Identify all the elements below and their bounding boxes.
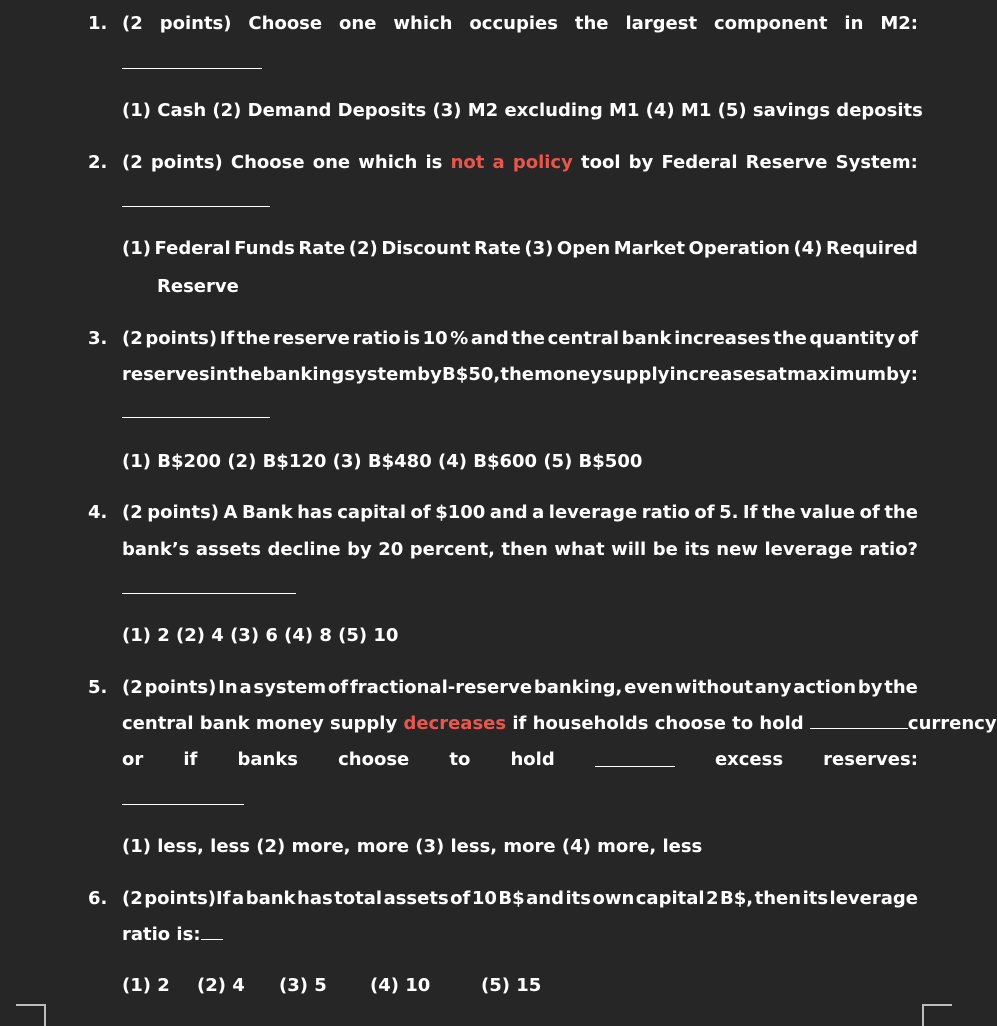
word: bank’s: [122, 539, 190, 560]
word: Operation: [688, 238, 790, 259]
word: If: [742, 502, 758, 523]
word: Bank: [241, 502, 293, 523]
word: without: [674, 677, 753, 698]
q5-line2-text: [122, 713, 908, 734]
word: B$: [441, 364, 469, 385]
word: banking,: [533, 677, 623, 698]
q5-line2-after: if households choose to hold: [506, 713, 810, 734]
word: Funds: [234, 238, 295, 259]
word: is: [403, 328, 421, 349]
word: the: [236, 328, 271, 349]
question-text: [122, 13, 918, 34]
word: what: [554, 539, 605, 560]
word: banks: [237, 749, 299, 770]
word: total: [334, 888, 383, 909]
option-2: (2) 4: [197, 975, 245, 996]
word: is: [425, 152, 443, 173]
question-number: 1.: [88, 13, 108, 34]
word: (4): [793, 238, 823, 259]
option-5: (5) 15: [481, 975, 542, 996]
answer-options: [122, 238, 918, 259]
word: (2: [122, 888, 143, 909]
word: or: [122, 749, 144, 770]
word: points): [144, 677, 217, 698]
word: by: [628, 152, 654, 173]
word: (2: [122, 328, 143, 349]
word: Rate: [298, 238, 346, 259]
word: bank: [245, 888, 296, 909]
question-text-continued: [122, 924, 223, 945]
word: largest: [625, 13, 698, 34]
word: $100: [435, 502, 486, 523]
word: which: [358, 152, 418, 173]
word: 5.: [719, 502, 739, 523]
word: (2: [122, 502, 143, 523]
q5-line2-before: central bank money supply: [122, 713, 404, 734]
word: its: [802, 888, 829, 909]
word: of: [897, 328, 918, 349]
word: supply: [602, 364, 670, 385]
word: new: [716, 539, 758, 560]
answer-blank[interactable]: [122, 804, 244, 805]
answer-blank[interactable]: [122, 68, 262, 69]
question-text-continued: [122, 364, 918, 385]
inline-answer-blank[interactable]: [810, 714, 908, 729]
word: capital: [337, 502, 407, 523]
inline-answer-blank[interactable]: [201, 925, 223, 940]
word: has: [297, 888, 333, 909]
word: leverage: [764, 539, 853, 560]
word: reserves: [122, 364, 210, 385]
word: 50,: [468, 364, 501, 385]
word: its: [684, 539, 710, 560]
word: a: [532, 502, 545, 523]
word: the: [761, 502, 796, 523]
answer-options-continued: Reserve: [157, 276, 239, 297]
word: choose: [338, 749, 410, 770]
answer-options: (1) 2 (2) 4 (3) 6 (4) 8 (5) 10: [122, 625, 399, 646]
word: ratio?: [859, 539, 918, 560]
word: leverage: [829, 888, 918, 909]
option-3: (3) 5: [279, 975, 327, 996]
question-text: [122, 152, 918, 173]
question-text: [122, 502, 918, 523]
question-text-continued: [122, 749, 918, 770]
word: own: [592, 888, 635, 909]
word: points): [159, 13, 232, 34]
word: at: [766, 364, 787, 385]
word: the: [228, 364, 263, 385]
word: Reserve: [745, 152, 828, 173]
word: M2:: [880, 13, 918, 34]
word: leverage: [548, 502, 638, 523]
question-text: [122, 328, 918, 349]
word: bank: [621, 328, 672, 349]
word: the: [773, 328, 807, 349]
word: Federal: [154, 238, 231, 259]
word: reserves:: [823, 749, 918, 770]
word: Federal: [661, 152, 738, 173]
word: 20: [378, 539, 404, 560]
word: then: [501, 539, 548, 560]
highlighted-text: decreases: [403, 713, 507, 734]
word: value: [800, 502, 856, 523]
option-1: (1) 2: [122, 975, 170, 996]
word: policy: [512, 152, 573, 173]
word: (1): [122, 238, 151, 259]
word: (2: [122, 677, 143, 698]
word: Rate: [473, 238, 521, 259]
word: in: [209, 364, 229, 385]
word: of: [327, 677, 349, 698]
word: by: [857, 677, 883, 698]
word: which: [393, 13, 453, 34]
word: in: [844, 13, 864, 34]
word: a: [492, 152, 505, 173]
question-number: 4.: [88, 502, 108, 523]
word: fractional-reserve: [349, 677, 533, 698]
question-number: 5.: [88, 677, 108, 698]
word: increases: [669, 364, 766, 385]
word: assets: [383, 888, 449, 909]
word: reserve: [273, 328, 350, 349]
word: assets: [195, 539, 261, 560]
word: one: [312, 152, 351, 173]
word: the: [884, 502, 918, 523]
word: System:: [835, 152, 918, 173]
word: be: [652, 539, 678, 560]
word: system: [253, 677, 327, 698]
word: points): [147, 502, 220, 523]
option-4: (4) 10: [370, 975, 431, 996]
word: of: [410, 502, 431, 523]
question-text-continued: [122, 539, 918, 560]
word: by:: [886, 364, 918, 385]
word: quantity: [809, 328, 896, 349]
crop-mark-right: [922, 1004, 952, 1026]
word: action: [793, 677, 857, 698]
word: of: [450, 888, 471, 909]
word: a: [232, 888, 245, 909]
answer-options: (1) B$200 (2) B$120 (3) B$480 (4) B$600 (5) B$500: [122, 451, 643, 472]
word: and: [489, 502, 528, 523]
question-text-continued: [122, 713, 997, 734]
word: then: [754, 888, 802, 909]
crop-mark-left: [16, 1004, 46, 1026]
answer-blank[interactable]: [122, 417, 270, 418]
word: decline: [267, 539, 341, 560]
word: Open: [556, 238, 611, 259]
word: maximum: [787, 364, 887, 385]
q5-line2-end: currency: [907, 713, 997, 734]
word: component: [713, 13, 828, 34]
word: Discount: [381, 238, 471, 259]
word: even: [624, 677, 674, 698]
word: 2: [706, 888, 719, 909]
word: and: [470, 328, 509, 349]
word: system: [344, 364, 418, 385]
word: banking: [262, 364, 345, 385]
word: of: [859, 502, 880, 523]
word: by: [417, 364, 442, 385]
question-text: [122, 888, 918, 909]
word: a: [239, 677, 252, 698]
word: by: [347, 539, 372, 560]
inline-answer-blank[interactable]: [595, 752, 675, 767]
word: of: [694, 502, 715, 523]
word: any: [754, 677, 792, 698]
word: Required: [826, 238, 918, 259]
word: hold: [510, 749, 555, 770]
word: the: [574, 13, 609, 34]
word: to: [449, 749, 471, 770]
answer-options: (1) Cash (2) Demand Deposits (3) M2 excluding M1 (4) M1 (5) savings deposits: [122, 100, 923, 121]
word: tool: [580, 152, 621, 173]
word: ratio: [352, 328, 401, 349]
word: Choose: [248, 13, 323, 34]
word: B$: [498, 888, 525, 909]
word: 10: [471, 888, 497, 909]
word: points): [145, 328, 218, 349]
answer-blank[interactable]: [122, 593, 296, 594]
word: In: [218, 677, 238, 698]
word: capital: [635, 888, 705, 909]
word: the: [511, 328, 545, 349]
word: A: [223, 502, 238, 523]
word: (2: [122, 152, 143, 173]
q6-line2-text: ratio is:: [122, 924, 201, 945]
word: its: [565, 888, 591, 909]
answer-blank[interactable]: [122, 206, 270, 207]
word: the: [500, 364, 534, 385]
question-text: [122, 677, 918, 698]
word: 10: [422, 328, 448, 349]
word: points): [150, 152, 223, 173]
word: will: [611, 539, 647, 560]
word: money: [534, 364, 603, 385]
word: one: [339, 13, 377, 34]
word: (3): [524, 238, 554, 259]
word: increases: [674, 328, 771, 349]
word: if: [183, 749, 198, 770]
question-number: 2.: [88, 152, 108, 173]
word: (2: [122, 13, 143, 34]
word: Choose: [230, 152, 305, 173]
word: points)If: [144, 888, 231, 909]
word: and: [526, 888, 564, 909]
answer-options: (1) less, less (2) more, more (3) less, more (4) more, less: [122, 836, 703, 857]
word: Market: [613, 238, 685, 259]
word: central: [547, 328, 620, 349]
word: excess: [714, 749, 784, 770]
word: the: [884, 677, 918, 698]
word: occupies: [469, 13, 558, 34]
word: percent,: [409, 539, 495, 560]
word: ratio: [641, 502, 690, 523]
question-number: 6.: [88, 888, 108, 909]
word: not: [450, 152, 485, 173]
word: B$,: [720, 888, 754, 909]
word: %: [450, 328, 469, 349]
word: has: [297, 502, 333, 523]
word: If: [219, 328, 235, 349]
question-number: 3.: [88, 328, 108, 349]
word: (2): [348, 238, 378, 259]
